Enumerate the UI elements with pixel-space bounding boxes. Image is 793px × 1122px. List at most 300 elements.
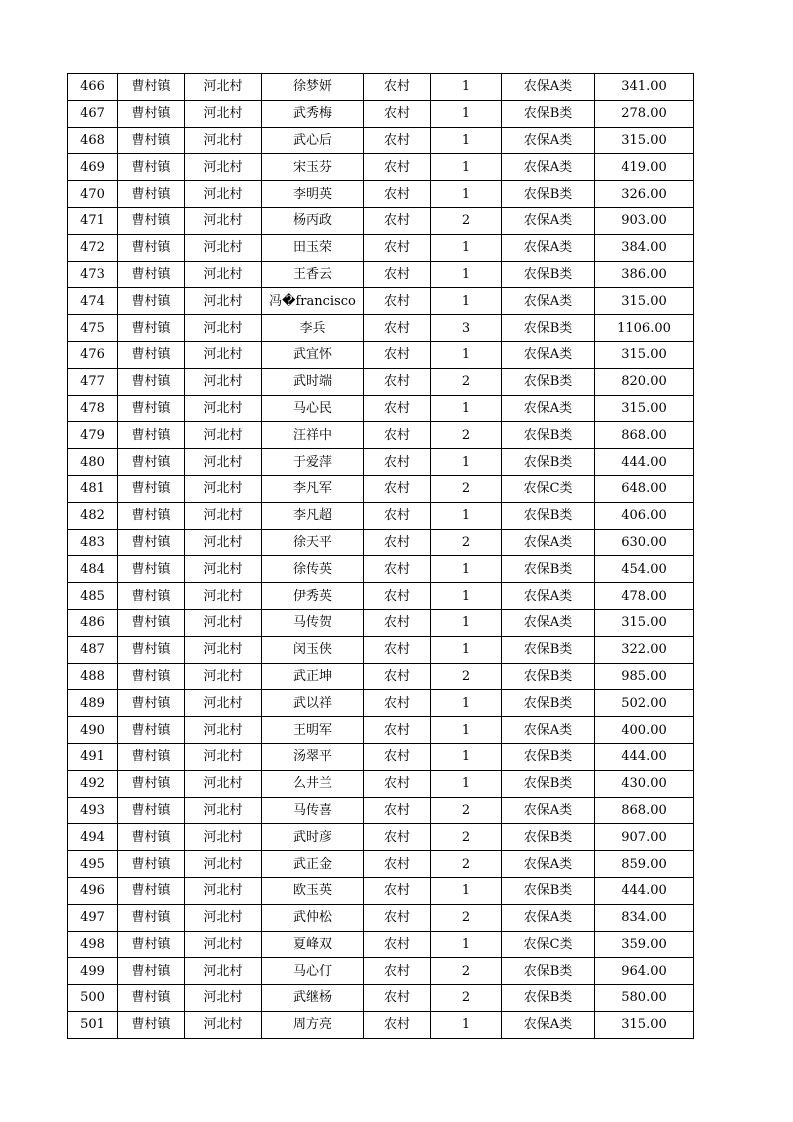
cell-household-size: 2 — [431, 958, 502, 985]
cell-town: 曹村镇 — [118, 556, 185, 583]
cell-village: 河北村 — [185, 74, 262, 101]
cell-village: 河北村 — [185, 770, 262, 797]
cell-town: 曹村镇 — [118, 207, 185, 234]
cell-village: 河北村 — [185, 556, 262, 583]
cell-name: 武正坤 — [262, 663, 364, 690]
cell-category: 农保B类 — [502, 877, 595, 904]
table-row — [68, 395, 694, 422]
cell-amount: 430.00 — [595, 770, 694, 797]
cell-household-size: 1 — [431, 502, 502, 529]
cell-category: 农保A类 — [502, 341, 595, 368]
cell-village: 河北村 — [185, 931, 262, 958]
cell-household-size: 1 — [431, 234, 502, 261]
cell-amount: 985.00 — [595, 663, 694, 690]
table-row — [68, 663, 694, 690]
cell-category: 农保A类 — [502, 234, 595, 261]
cell-category: 农保C类 — [502, 475, 595, 502]
cell-amount: 834.00 — [595, 904, 694, 931]
roster-table-body — [68, 74, 694, 1039]
cell-town: 曹村镇 — [118, 74, 185, 101]
cell-row-number: 474 — [68, 288, 118, 315]
table-row — [68, 583, 694, 610]
cell-amount: 315.00 — [595, 609, 694, 636]
cell-row-number: 476 — [68, 341, 118, 368]
cell-name: 宋玉芬 — [262, 154, 364, 181]
cell-row-number: 485 — [68, 583, 118, 610]
table-row — [68, 74, 694, 101]
cell-village: 河北村 — [185, 154, 262, 181]
cell-category: 农保A类 — [502, 74, 595, 101]
cell-household-size: 2 — [431, 422, 502, 449]
cell-household-size: 1 — [431, 717, 502, 744]
cell-amount: 315.00 — [595, 341, 694, 368]
cell-amount: 400.00 — [595, 717, 694, 744]
table-row — [68, 636, 694, 663]
cell-town: 曹村镇 — [118, 609, 185, 636]
table-row — [68, 985, 694, 1012]
cell-household-size: 1 — [431, 74, 502, 101]
cell-amount: 859.00 — [595, 851, 694, 878]
cell-village: 河北村 — [185, 341, 262, 368]
cell-amount: 386.00 — [595, 261, 694, 288]
table-row — [68, 609, 694, 636]
cell-name: 周方亮 — [262, 1011, 364, 1038]
cell-household-size: 1 — [431, 341, 502, 368]
cell-household-type: 农村 — [364, 502, 431, 529]
cell-row-number: 497 — [68, 904, 118, 931]
cell-name: 武时端 — [262, 368, 364, 395]
cell-village: 河北村 — [185, 395, 262, 422]
cell-name: 徐传英 — [262, 556, 364, 583]
cell-village: 河北村 — [185, 904, 262, 931]
cell-household-type: 农村 — [364, 207, 431, 234]
cell-amount: 444.00 — [595, 449, 694, 476]
cell-name: 马传喜 — [262, 797, 364, 824]
cell-amount: 326.00 — [595, 181, 694, 208]
cell-category: 农保B类 — [502, 636, 595, 663]
cell-household-type: 农村 — [364, 770, 431, 797]
cell-household-size: 2 — [431, 797, 502, 824]
cell-category: 农保B类 — [502, 690, 595, 717]
cell-village: 河北村 — [185, 609, 262, 636]
cell-town: 曹村镇 — [118, 931, 185, 958]
cell-row-number: 498 — [68, 931, 118, 958]
cell-town: 曹村镇 — [118, 341, 185, 368]
cell-name: 田玉荣 — [262, 234, 364, 261]
cell-amount: 341.00 — [595, 74, 694, 101]
table-row — [68, 315, 694, 342]
cell-row-number: 472 — [68, 234, 118, 261]
cell-amount: 406.00 — [595, 502, 694, 529]
cell-name: 杨丙政 — [262, 207, 364, 234]
cell-category: 农保A类 — [502, 1011, 595, 1038]
cell-household-type: 农村 — [364, 958, 431, 985]
table-row — [68, 234, 694, 261]
cell-village: 河北村 — [185, 127, 262, 154]
cell-town: 曹村镇 — [118, 261, 185, 288]
cell-category: 农保A类 — [502, 583, 595, 610]
cell-row-number: 491 — [68, 743, 118, 770]
cell-household-type: 农村 — [364, 743, 431, 770]
cell-household-size: 1 — [431, 877, 502, 904]
cell-row-number: 470 — [68, 181, 118, 208]
cell-household-type: 农村 — [364, 234, 431, 261]
cell-town: 曹村镇 — [118, 529, 185, 556]
cell-village: 河北村 — [185, 288, 262, 315]
cell-category: 农保B类 — [502, 181, 595, 208]
cell-town: 曹村镇 — [118, 770, 185, 797]
cell-household-size: 1 — [431, 931, 502, 958]
cell-row-number: 487 — [68, 636, 118, 663]
cell-village: 河北村 — [185, 261, 262, 288]
cell-town: 曹村镇 — [118, 315, 185, 342]
cell-village: 河北村 — [185, 181, 262, 208]
cell-category: 农保A类 — [502, 851, 595, 878]
cell-village: 河北村 — [185, 985, 262, 1012]
cell-town: 曹村镇 — [118, 583, 185, 610]
cell-amount: 359.00 — [595, 931, 694, 958]
cell-name: 王明军 — [262, 717, 364, 744]
cell-town: 曹村镇 — [118, 234, 185, 261]
cell-village: 河北村 — [185, 100, 262, 127]
cell-household-type: 农村 — [364, 690, 431, 717]
cell-amount: 384.00 — [595, 234, 694, 261]
cell-town: 曹村镇 — [118, 449, 185, 476]
cell-name: 于爱萍 — [262, 449, 364, 476]
cell-household-size: 2 — [431, 207, 502, 234]
cell-village: 河北村 — [185, 368, 262, 395]
cell-category: 农保A类 — [502, 717, 595, 744]
cell-row-number: 478 — [68, 395, 118, 422]
cell-household-size: 2 — [431, 985, 502, 1012]
cell-amount: 868.00 — [595, 422, 694, 449]
cell-household-size: 1 — [431, 583, 502, 610]
cell-household-size: 1 — [431, 127, 502, 154]
cell-name: 马心仃 — [262, 958, 364, 985]
cell-household-size: 1 — [431, 1011, 502, 1038]
cell-household-size: 2 — [431, 368, 502, 395]
cell-name: 闵玉侠 — [262, 636, 364, 663]
cell-category: 农保C类 — [502, 931, 595, 958]
cell-amount: 315.00 — [595, 395, 694, 422]
cell-amount: 419.00 — [595, 154, 694, 181]
table-row — [68, 288, 694, 315]
cell-household-size: 1 — [431, 395, 502, 422]
cell-amount: 478.00 — [595, 583, 694, 610]
cell-household-size: 2 — [431, 663, 502, 690]
cell-town: 曹村镇 — [118, 797, 185, 824]
table-row — [68, 1011, 694, 1038]
cell-category: 农保A类 — [502, 127, 595, 154]
cell-name: 王香云 — [262, 261, 364, 288]
cell-row-number: 480 — [68, 449, 118, 476]
cell-name: 武仲松 — [262, 904, 364, 931]
cell-household-type: 农村 — [364, 556, 431, 583]
cell-amount: 454.00 — [595, 556, 694, 583]
cell-village: 河北村 — [185, 234, 262, 261]
cell-name: 马传贺 — [262, 609, 364, 636]
cell-town: 曹村镇 — [118, 127, 185, 154]
cell-household-size: 3 — [431, 315, 502, 342]
table-row — [68, 690, 694, 717]
cell-town: 曹村镇 — [118, 1011, 185, 1038]
cell-category: 农保A类 — [502, 904, 595, 931]
cell-town: 曹村镇 — [118, 690, 185, 717]
cell-row-number: 475 — [68, 315, 118, 342]
cell-category: 农保B类 — [502, 556, 595, 583]
cell-household-type: 农村 — [364, 877, 431, 904]
cell-household-type: 农村 — [364, 341, 431, 368]
cell-amount: 580.00 — [595, 985, 694, 1012]
cell-amount: 315.00 — [595, 288, 694, 315]
cell-row-number: 495 — [68, 851, 118, 878]
cell-row-number: 477 — [68, 368, 118, 395]
cell-town: 曹村镇 — [118, 877, 185, 904]
cell-town: 曹村镇 — [118, 181, 185, 208]
cell-household-type: 农村 — [364, 395, 431, 422]
cell-household-type: 农村 — [364, 1011, 431, 1038]
table-row — [68, 529, 694, 556]
cell-name: 武宜怀 — [262, 341, 364, 368]
cell-name: 李兵 — [262, 315, 364, 342]
cell-category: 农保B类 — [502, 449, 595, 476]
cell-name: 汤翠平 — [262, 743, 364, 770]
cell-village: 河北村 — [185, 636, 262, 663]
cell-town: 曹村镇 — [118, 368, 185, 395]
cell-row-number: 471 — [68, 207, 118, 234]
roster-table — [67, 73, 694, 1039]
cell-amount: 315.00 — [595, 127, 694, 154]
cell-household-size: 1 — [431, 100, 502, 127]
cell-household-type: 农村 — [364, 636, 431, 663]
table-row — [68, 475, 694, 502]
cell-town: 曹村镇 — [118, 288, 185, 315]
cell-household-type: 农村 — [364, 315, 431, 342]
cell-household-size: 2 — [431, 851, 502, 878]
cell-village: 河北村 — [185, 851, 262, 878]
cell-amount: 903.00 — [595, 207, 694, 234]
cell-village: 河北村 — [185, 717, 262, 744]
table-row — [68, 100, 694, 127]
cell-category: 农保B类 — [502, 100, 595, 127]
cell-row-number: 467 — [68, 100, 118, 127]
cell-village: 河北村 — [185, 315, 262, 342]
cell-category: 农保A类 — [502, 797, 595, 824]
cell-household-type: 农村 — [364, 851, 431, 878]
cell-amount: 444.00 — [595, 877, 694, 904]
cell-town: 曹村镇 — [118, 475, 185, 502]
cell-village: 河北村 — [185, 663, 262, 690]
cell-row-number: 484 — [68, 556, 118, 583]
cell-name: 李凡军 — [262, 475, 364, 502]
cell-row-number: 499 — [68, 958, 118, 985]
cell-name: 武秀梅 — [262, 100, 364, 127]
table-row — [68, 422, 694, 449]
table-row — [68, 904, 694, 931]
cell-name: 么井兰 — [262, 770, 364, 797]
cell-household-size: 1 — [431, 609, 502, 636]
table-row — [68, 127, 694, 154]
cell-household-size: 1 — [431, 288, 502, 315]
cell-village: 河北村 — [185, 475, 262, 502]
table-row — [68, 851, 694, 878]
cell-category: 农保B类 — [502, 663, 595, 690]
cell-village: 河北村 — [185, 502, 262, 529]
cell-name: 欧玉英 — [262, 877, 364, 904]
cell-row-number: 479 — [68, 422, 118, 449]
cell-row-number: 483 — [68, 529, 118, 556]
cell-row-number: 490 — [68, 717, 118, 744]
cell-village: 河北村 — [185, 529, 262, 556]
table-row — [68, 502, 694, 529]
cell-category: 农保B类 — [502, 368, 595, 395]
table-row — [68, 181, 694, 208]
cell-category: 农保A类 — [502, 609, 595, 636]
cell-household-type: 农村 — [364, 904, 431, 931]
table-row — [68, 368, 694, 395]
table-row — [68, 743, 694, 770]
cell-village: 河北村 — [185, 207, 262, 234]
cell-household-type: 农村 — [364, 583, 431, 610]
cell-household-type: 农村 — [364, 127, 431, 154]
cell-household-type: 农村 — [364, 181, 431, 208]
table-row — [68, 958, 694, 985]
cell-amount: 502.00 — [595, 690, 694, 717]
cell-row-number: 473 — [68, 261, 118, 288]
cell-name: 夏峰双 — [262, 931, 364, 958]
cell-row-number: 489 — [68, 690, 118, 717]
cell-category: 农保B类 — [502, 824, 595, 851]
cell-town: 曹村镇 — [118, 422, 185, 449]
table-row — [68, 770, 694, 797]
cell-name: 武以祥 — [262, 690, 364, 717]
cell-category: 农保A类 — [502, 395, 595, 422]
cell-name: 徐天平 — [262, 529, 364, 556]
cell-town: 曹村镇 — [118, 717, 185, 744]
cell-household-size: 1 — [431, 449, 502, 476]
table-row — [68, 931, 694, 958]
cell-village: 河北村 — [185, 743, 262, 770]
cell-amount: 315.00 — [595, 1011, 694, 1038]
cell-town: 曹村镇 — [118, 824, 185, 851]
cell-category: 农保A类 — [502, 529, 595, 556]
cell-category: 农保B类 — [502, 261, 595, 288]
cell-household-type: 农村 — [364, 717, 431, 744]
cell-name: 汪祥中 — [262, 422, 364, 449]
table-row — [68, 797, 694, 824]
cell-amount: 820.00 — [595, 368, 694, 395]
cell-name: 武时彦 — [262, 824, 364, 851]
cell-town: 曹村镇 — [118, 395, 185, 422]
cell-household-type: 农村 — [364, 824, 431, 851]
cell-household-type: 农村 — [364, 449, 431, 476]
cell-category: 农保B类 — [502, 502, 595, 529]
cell-category: 农保A类 — [502, 207, 595, 234]
cell-town: 曹村镇 — [118, 154, 185, 181]
cell-household-type: 农村 — [364, 261, 431, 288]
table-row — [68, 717, 694, 744]
cell-town: 曹村镇 — [118, 502, 185, 529]
cell-household-type: 农村 — [364, 663, 431, 690]
cell-household-type: 农村 — [364, 368, 431, 395]
cell-category: 农保B类 — [502, 315, 595, 342]
cell-row-number: 501 — [68, 1011, 118, 1038]
table-row — [68, 207, 694, 234]
cell-category: 农保B类 — [502, 958, 595, 985]
cell-amount: 1106.00 — [595, 315, 694, 342]
cell-household-type: 农村 — [364, 154, 431, 181]
cell-category: 农保A类 — [502, 288, 595, 315]
table-row — [68, 556, 694, 583]
cell-name: 李凡超 — [262, 502, 364, 529]
cell-household-size: 2 — [431, 904, 502, 931]
cell-name: 武心后 — [262, 127, 364, 154]
cell-row-number: 492 — [68, 770, 118, 797]
cell-amount: 648.00 — [595, 475, 694, 502]
cell-household-size: 1 — [431, 636, 502, 663]
cell-category: 农保B类 — [502, 985, 595, 1012]
cell-household-type: 农村 — [364, 529, 431, 556]
cell-category: 农保B类 — [502, 770, 595, 797]
cell-row-number: 486 — [68, 609, 118, 636]
table-row — [68, 449, 694, 476]
cell-name: 马心民 — [262, 395, 364, 422]
cell-household-size: 2 — [431, 475, 502, 502]
cell-row-number: 466 — [68, 74, 118, 101]
cell-name: 伊秀英 — [262, 583, 364, 610]
cell-amount: 907.00 — [595, 824, 694, 851]
cell-household-type: 农村 — [364, 797, 431, 824]
cell-row-number: 493 — [68, 797, 118, 824]
cell-household-size: 1 — [431, 556, 502, 583]
cell-household-type: 农村 — [364, 985, 431, 1012]
cell-category: 农保B类 — [502, 743, 595, 770]
cell-household-type: 农村 — [364, 931, 431, 958]
cell-village: 河北村 — [185, 877, 262, 904]
cell-name: 李明英 — [262, 181, 364, 208]
cell-village: 河北村 — [185, 797, 262, 824]
cell-household-type: 农村 — [364, 422, 431, 449]
cell-amount: 630.00 — [595, 529, 694, 556]
cell-amount: 868.00 — [595, 797, 694, 824]
table-row — [68, 877, 694, 904]
cell-row-number: 500 — [68, 985, 118, 1012]
cell-household-size: 2 — [431, 824, 502, 851]
table-row — [68, 341, 694, 368]
cell-name: 徐梦妍 — [262, 74, 364, 101]
cell-town: 曹村镇 — [118, 958, 185, 985]
cell-row-number: 494 — [68, 824, 118, 851]
cell-household-type: 农村 — [364, 74, 431, 101]
cell-amount: 444.00 — [595, 743, 694, 770]
cell-town: 曹村镇 — [118, 100, 185, 127]
cell-name: 冯�francisco — [262, 288, 364, 315]
cell-village: 河北村 — [185, 958, 262, 985]
table-row — [68, 261, 694, 288]
cell-amount: 322.00 — [595, 636, 694, 663]
cell-category: 农保B类 — [502, 422, 595, 449]
cell-village: 河北村 — [185, 422, 262, 449]
cell-row-number: 468 — [68, 127, 118, 154]
cell-row-number: 469 — [68, 154, 118, 181]
cell-amount: 278.00 — [595, 100, 694, 127]
cell-name: 武继杨 — [262, 985, 364, 1012]
cell-village: 河北村 — [185, 583, 262, 610]
cell-town: 曹村镇 — [118, 851, 185, 878]
cell-household-size: 1 — [431, 770, 502, 797]
cell-category: 农保A类 — [502, 154, 595, 181]
cell-amount: 964.00 — [595, 958, 694, 985]
